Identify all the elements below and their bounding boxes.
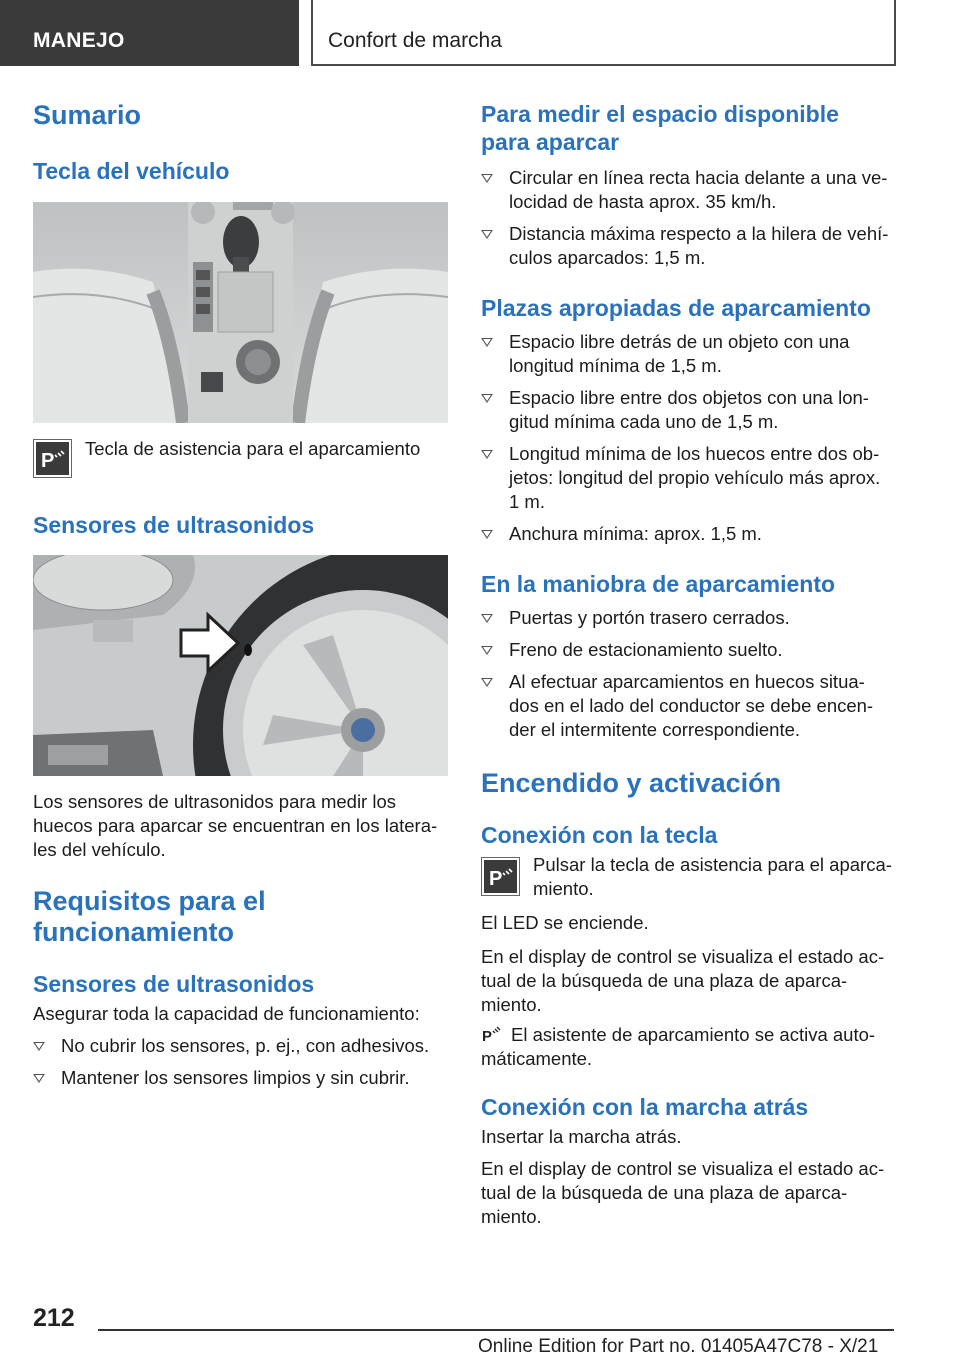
sensores-paragraph	[33, 790, 448, 862]
parking-p-icon	[38, 447, 68, 471]
text-line: máticamente.	[481, 1048, 593, 1069]
triangle-bullet-icon	[33, 1074, 45, 1083]
svg-text:P: P	[488, 867, 502, 889]
display-paragraph-2	[481, 1157, 896, 1229]
heading-encendido: Encendido y activación	[481, 768, 782, 798]
maniobra-list	[481, 606, 896, 742]
text-line: El asistente de aparcamiento se activa auto-	[511, 1024, 876, 1045]
heading-maniobra: En la maniobra de aparcamiento	[481, 571, 836, 597]
text-line: tual de la búsqueda de una plaza de aparca-	[481, 970, 848, 991]
heading-medir	[481, 100, 896, 156]
left-column	[33, 100, 448, 1090]
text-line: Pulsar la tecla de asistencia para el aparca-	[533, 854, 892, 875]
text-line: miento.	[481, 994, 542, 1015]
page-header	[0, 0, 960, 66]
pulsar-row	[481, 853, 896, 905]
heading-line: Requisitos para el	[33, 886, 266, 916]
triangle-bullet-icon	[481, 646, 493, 655]
heading-requisitos	[33, 886, 448, 948]
list-item: Distancia máxima respecto a la hilera de vehí- culos aparcados: 1,5 m.	[481, 222, 896, 270]
heading-conexion-marcha: Conexión con la marcha atrás	[481, 1094, 809, 1120]
right-column	[481, 100, 896, 1229]
text-line: miento.	[481, 1206, 542, 1227]
list-item: Freno de estacionamiento suelto.	[481, 638, 896, 662]
page-number: 212	[33, 1304, 75, 1332]
center-console-image	[33, 202, 448, 423]
list-item: Espacio libre detrás de un objeto con una longitud mínima de 1,5 m.	[481, 330, 896, 378]
text-line: les del vehículo.	[33, 839, 166, 860]
heading-line: Para medir el espacio disponible	[481, 101, 839, 127]
heading-tecla-vehiculo: Tecla del vehículo	[33, 158, 230, 184]
text-line: tual de la búsqueda de una plaza de aparca-	[481, 1182, 848, 1203]
svg-text:P: P	[482, 1028, 493, 1045]
icon-caption: Tecla de asistencia para el aparcamiento	[85, 438, 421, 459]
parking-assistant-icon	[481, 1024, 503, 1046]
triangle-bullet-icon	[481, 338, 493, 347]
triangle-bullet-icon	[33, 1042, 45, 1051]
icon-caption-row	[33, 437, 448, 497]
list-item: Mantener los sensores limpios y sin cubrir.	[33, 1066, 448, 1090]
requisitos-list	[33, 1034, 448, 1090]
heading-line: para aparcar	[481, 129, 620, 155]
list-item: Longitud mínima de los huecos entre dos ob- jetos: longitud del propio vehículo más aprox. 1 m.	[481, 442, 896, 514]
triangle-bullet-icon	[481, 678, 493, 687]
triangle-bullet-icon	[481, 614, 493, 623]
led-text: El LED se enciende.	[481, 912, 649, 933]
heading-conexion-tecla: Conexión con la tecla	[481, 822, 718, 848]
display-paragraph-1	[481, 945, 896, 1017]
heading-sensores-ultrasonidos-2: Sensores de ultrasonidos	[33, 971, 315, 997]
triangle-bullet-icon	[481, 530, 493, 539]
text-line: miento.	[533, 878, 594, 899]
triangle-bullet-icon	[481, 450, 493, 459]
medir-list	[481, 166, 896, 270]
heading-sumario: Sumario	[33, 100, 142, 130]
heading-plazas: Plazas apropiadas de aparcamiento	[481, 295, 871, 321]
chapter-tab: Confort de marcha	[311, 0, 896, 66]
text-line: huecos para aparcar se encuentran en los latera-	[33, 815, 438, 836]
footer-rule	[98, 1329, 894, 1331]
list-item: Al efectuar aparcamientos en huecos situa- dos en el lado del conductor se debe encen- der el intermitente correspondiente.	[481, 670, 896, 742]
section-tab: MANEJO	[0, 0, 299, 66]
insertar-text: Insertar la marcha atrás.	[481, 1126, 682, 1147]
text-line: Los sensores de ultrasonidos para medir los	[33, 791, 396, 812]
svg-text:P: P	[40, 449, 54, 471]
triangle-bullet-icon	[481, 174, 493, 183]
parking-p-icon	[486, 865, 516, 889]
list-item: No cubrir los sensores, p. ej., con adhesivos.	[33, 1034, 448, 1058]
list-item: Circular en línea recta hacia delante a una ve- locidad de hasta aprox. 35 km/h.	[481, 166, 896, 214]
text-line: En el display de control se visualiza el estado ac-	[481, 946, 885, 967]
console-photo	[33, 202, 448, 423]
asegurar-text: Asegurar toda la capacidad de funcionamiento:	[33, 1003, 420, 1024]
asistente-paragraph	[481, 1023, 896, 1071]
heading-sensores-ultrasonidos: Sensores de ultrasonidos	[33, 512, 315, 538]
pulsar-text	[533, 853, 892, 901]
bumper-sensor-image	[33, 555, 448, 776]
parking-assist-button-icon-2	[481, 857, 520, 896]
heading-line: funcionamiento	[33, 917, 234, 947]
parking-assist-button-icon	[33, 439, 72, 478]
triangle-bullet-icon	[481, 230, 493, 239]
triangle-bullet-icon	[481, 394, 493, 403]
sensor-photo	[33, 555, 448, 776]
list-item: Espacio libre entre dos objetos con una lon- gitud mínima cada uno de 1,5 m.	[481, 386, 896, 434]
text-line: En el display de control se visualiza el estado ac-	[481, 1158, 885, 1179]
edition-text: Online Edition for Part no. 01405A47C78 - X/21	[478, 1336, 879, 1357]
plazas-list	[481, 330, 896, 546]
list-item: Anchura mínima: aprox. 1,5 m.	[481, 522, 896, 546]
list-item: Puertas y portón trasero cerrados.	[481, 606, 896, 630]
